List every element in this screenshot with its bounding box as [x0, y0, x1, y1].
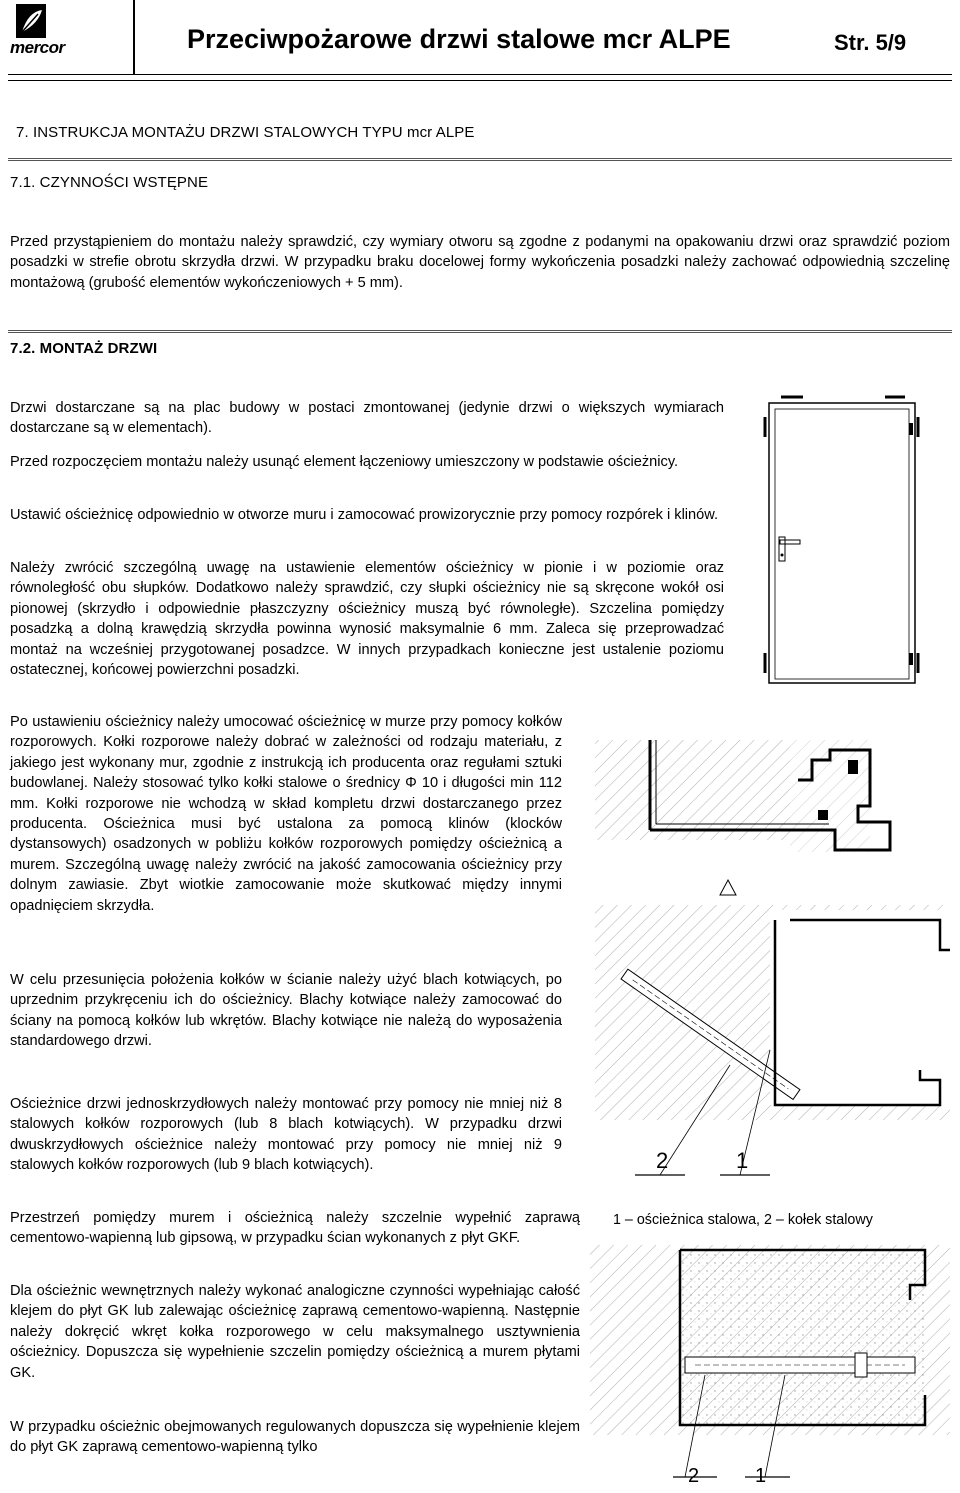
door-handle-icon — [779, 537, 800, 561]
paragraph: Przestrzeń pomiędzy murem i ościeżnicą należy szczelnie wypełnić zaprawą cementowo-wapienną lub gipsową, w przypadku ścian wykonanych z płyt GKF. — [10, 1210, 580, 1247]
logo-text: mercor — [10, 38, 65, 57]
company-logo — [8, 2, 78, 58]
paragraph: Przed rozpoczęciem montażu należy usunąć element łączeniowy umieszczony w podstawie ościeżnicy. — [10, 454, 679, 470]
section-rule — [8, 330, 952, 333]
header-bottom-line — [8, 74, 952, 75]
page-title: Przeciwpożarowe drzwi stalowe mcr ALPE — [187, 24, 731, 54]
figure-label-1: 1 — [755, 1465, 767, 1487]
header-bottom-line-2 — [8, 80, 952, 81]
section-7-1-heading: 7.1. CZYNNOŚCI WSTĘPNE — [10, 174, 209, 191]
figure-label-2: 2 — [656, 1148, 669, 1173]
header-divider — [133, 0, 135, 74]
section-7-1-text: Przed przystąpieniem do montażu należy sprawdzić, czy wymiary otworu są zgodne z podanymi na opakowaniu drzwi oraz sprawdzić poziom posadzki w strefie obrotu skrzydła drzwi. W przypadku braku docelowej formy wykończenia posadzki należy zachować odpowiednią szczelinę montażową (grubość elementów wykończeniowych + 5 mm). — [10, 234, 950, 291]
paragraph: Ustawić ościeżnicę odpowiednio w otworze muru i zamocować prowizorycznie przy pomocy rozpórek i klinów. — [10, 507, 719, 523]
section-rule — [8, 158, 952, 161]
leaf-logo-icon — [8, 2, 78, 42]
paragraph: Należy zwrócić szczególną uwagę na ustawienie elementów ościeżnicy w pionie i w poziomie oraz równoległość obu słupków. Dodatkowo należy sprawdzić, czy słupki ościeżnicy nie są skręcone wokół osi pionowej (skrzydło i odpowiednie płaszczyzny ościeżnicy muszą być równoległe). Szczelina pomiędzy posadzką a dolną krawędzią skrzydła powinna wynosić maksymalnie 6 mm. Zaleca się przeprowadzać montaż na wcześniej przygotowanej posadzce. W innych przypadkach konieczne jest ustalenie poziomu ostatecznej, końcowej powierzchni posadzki. — [10, 560, 724, 679]
section-7-heading: 7. INSTRUKCJA MONTAŻU DRZWI STALOWYCH TYPU mcr ALPE — [16, 124, 475, 141]
figure-label-2: 2 — [688, 1465, 700, 1487]
internal-frame-figure — [585, 1245, 955, 1493]
figure-label-1: 1 — [736, 1148, 749, 1173]
frame-section-figure — [590, 720, 955, 1190]
paragraph: Drzwi dostarczane są na plac budowy w postaci zmontowanej (jedynie drzwi o większych wymiarach dostarczane są w elementach). — [10, 400, 724, 437]
paragraph: Dla ościeżnic wewnętrznych należy wykonać analogiczne czynności wypełniając całość klejem do płyt GK lub zalewając ościeżnicę zaprawą cementowo-wapienną. Następnie należy dokręcić wkręt kołka rozporowego w celu maksymalnego usztywnienia ościeżnicy. Dopuszcza się wypełnienie szczelin pomiędzy ościeżnicą a murem płytami GK. — [10, 1283, 580, 1381]
paragraph: W przypadku ościeżnic obejmowanych regulowanych dopuszcza się wypełnienie klejem do płyt GK zaprawą cementowo-wapienną tylko — [10, 1419, 580, 1456]
paragraph: Po ustawieniu ościeżnicy należy umocować ościeżnicę w murze przy pomocy kołków rozporowych. Kołki rozporowe należy dobrać w zależności od rodzaju materiału, z jakiego jest wykonany mur, zgodnie z instrukcją ich producenta oraz regułami sztuki budowlanej. Należy stosować tylko kołki stalowe o średnicy Φ 10 i długości min 112 mm. Kołki rozporowe nie wchodzą w skład kompletu drzwi dostarczanego przez producenta. Ościeżnica musi być ustalona za pomocą klinów (klocków dystansowych) osadzonych w pobliżu kołków rozporowych pomiędzy ościeżnicą a murem. Szczególną uwagę należy zwrócić na jakość zamocowania ościeżnicy przy dolnym zawiasie. Zbyt wiotkie zamocowanie może skutkować między innymi opadnięciem skrzydła. — [10, 714, 562, 914]
paragraph: W celu przesunięcia położenia kołków w ścianie należy użyć blach kotwiących, po uprzednim przykręceniu ich do ościeżnicy. Blachy kotwiące należy zamocować do ściany na pomocą kołków lub wkrętów. Blachy kotwiące nie należą do wyposażenia standardowego drzwi. — [10, 972, 562, 1050]
door-illustration — [755, 395, 935, 695]
section-7-2-heading: 7.2. MONTAŻ DRZWI — [10, 340, 158, 357]
paragraph: Ościeżnice drzwi jednoskrzydłowych należy montować przy pomocy nie mniej niż 8 stalowych kołków rozporowych (lub 8 blach kotwiących). W przypadku drzwi dwuskrzydłowych ościeżnice należy montować przy pomocy nie mniej niż 9 stalowych kołków rozporowych (lub 9 blach kotwiących). — [10, 1096, 562, 1174]
page-number: Str. 5/9 — [834, 30, 907, 55]
figure-caption: 1 – ościeżnica stalowa, 2 – kołek stalowy — [613, 1212, 873, 1228]
